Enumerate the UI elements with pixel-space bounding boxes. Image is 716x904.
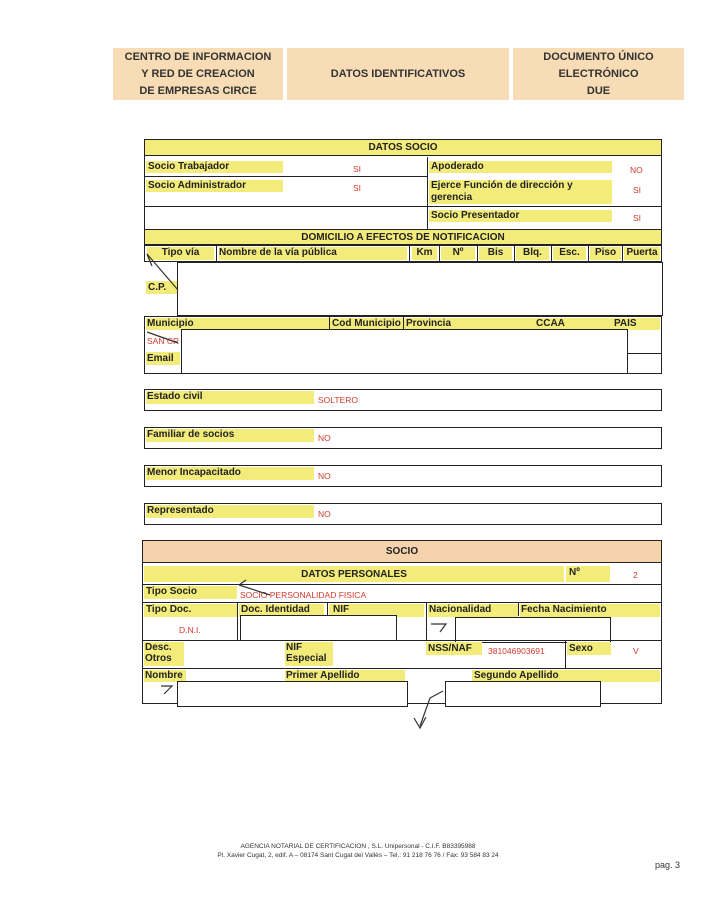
col-bis: Bis bbox=[479, 247, 512, 260]
municipio-value: SAN CR bbox=[147, 336, 180, 346]
nif-especial-label: NIF bbox=[286, 642, 303, 653]
email-label: Email bbox=[147, 353, 174, 364]
footer-line1: AGENCIA NOTARIAL DE CERTIFICACION , S.L. Unipersonal - C.I.F. B83395988 bbox=[240, 843, 476, 850]
socio-trabajador-value: SI bbox=[353, 164, 362, 174]
numero-value: 2 bbox=[633, 570, 638, 580]
sexo-value: V bbox=[633, 646, 639, 656]
cod-municipio-label: Cod Municipio bbox=[332, 318, 401, 329]
nss-naf-value: 381046903691 bbox=[488, 646, 545, 656]
primer-apellido-label: Primer Apellido bbox=[286, 670, 360, 681]
header-right-line1: DOCUMENTO ÚNICO bbox=[543, 50, 654, 63]
header-middle-text: DATOS IDENTIFICATIVOS bbox=[330, 67, 466, 80]
especial-label: Especial bbox=[286, 653, 327, 664]
numero-label: Nº bbox=[569, 567, 580, 578]
representado-value: NO bbox=[318, 509, 331, 519]
col-tipo-via: Tipo vía bbox=[147, 247, 214, 260]
menor-label: Menor Incapacitado bbox=[147, 467, 241, 478]
pen-stroke bbox=[239, 585, 270, 595]
tipo-doc-label: Tipo Doc. bbox=[146, 604, 192, 615]
socio-title-text: SOCIO bbox=[385, 546, 419, 557]
desc-label: Desc. bbox=[145, 642, 172, 653]
ccaa-label: CCAA bbox=[536, 318, 565, 329]
ejerce-value: SI bbox=[633, 185, 642, 195]
header-left-line2: Y RED DE CREACION bbox=[141, 67, 255, 80]
cp-label: C.P. bbox=[148, 282, 167, 293]
apoderado-value: NO bbox=[630, 165, 643, 175]
header-right-line3: DUE bbox=[586, 84, 611, 97]
datos-personales-text: DATOS PERSONALES bbox=[301, 568, 407, 580]
header-left-line1: CENTRO DE INFORMACION bbox=[124, 50, 272, 63]
gerencia-label: gerencia bbox=[431, 192, 473, 203]
col-numero: Nº bbox=[441, 247, 475, 260]
pen-stroke bbox=[239, 580, 246, 585]
socio-presentador-label: Socio Presentador bbox=[431, 210, 520, 221]
familiar-value: NO bbox=[318, 433, 331, 443]
col-nombre-via: Nombre de la vía pública bbox=[219, 247, 407, 260]
pen-stroke bbox=[161, 686, 172, 694]
col-blq: Blq. bbox=[516, 247, 549, 260]
socio-administrador-value: SI bbox=[353, 183, 362, 193]
header-left-line3: DE EMPRESAS CIRCE bbox=[139, 84, 257, 97]
col-puerta: Puerta bbox=[624, 247, 660, 260]
col-piso: Piso bbox=[590, 247, 621, 260]
socio-presentador-value: SI bbox=[633, 213, 642, 223]
col-esc: Esc. bbox=[553, 247, 586, 260]
header-right-line2: ELECTRÓNICO bbox=[558, 67, 639, 80]
municipio-label: Municipio bbox=[147, 318, 194, 329]
ejerce-label: Ejerce Función de dirección y bbox=[431, 180, 573, 191]
nss-naf-label: NSS/NAF bbox=[428, 643, 472, 654]
page-number: pag. 3 bbox=[655, 860, 681, 870]
familiar-label: Familiar de socios bbox=[147, 429, 235, 440]
otros-label: Otros bbox=[145, 653, 172, 664]
tipo-socio-value: SOCIO PERSONALIDAD FISICA bbox=[240, 590, 367, 600]
estado-civil-label: Estado civil bbox=[147, 391, 203, 402]
nacionalidad-label: Nacionalidad bbox=[429, 604, 492, 615]
pen-stroke bbox=[431, 624, 446, 632]
representado-label: Representado bbox=[147, 505, 214, 516]
pen-stroke bbox=[147, 254, 152, 266]
pen-stroke bbox=[147, 332, 178, 343]
estado-civil-value: SOLTERO bbox=[318, 395, 358, 405]
menor-value: NO bbox=[318, 471, 331, 481]
provincia-label: Provincia bbox=[406, 318, 452, 329]
pen-stroke bbox=[147, 254, 178, 290]
segundo-apellido-label: Segundo Apellido bbox=[474, 670, 559, 681]
footer-line2: Pl. Xavier Cugat, 2, edif. A – 08174 Sant Cugat del Vallès – Tel.: 91 218 76 76 / Fax: 93 584 83 24 bbox=[217, 852, 499, 859]
domicilio-title-text: DOMICILIO A EFECTOS DE NOTIFICACION bbox=[301, 231, 505, 243]
nombre-label: Nombre bbox=[145, 670, 183, 681]
pais-label: PAIS bbox=[614, 318, 637, 329]
socio-administrador-label: Socio Administrador bbox=[148, 180, 246, 191]
col-km: Km bbox=[412, 247, 437, 260]
tipo-doc-value: D.N.I. bbox=[179, 625, 201, 635]
socio-trabajador-label: Socio Trabajador bbox=[148, 161, 230, 172]
fecha-nacimiento-label: Fecha Nacimiento bbox=[521, 604, 607, 615]
sexo-label: Sexo bbox=[569, 643, 593, 654]
apoderado-label: Apoderado bbox=[431, 161, 484, 172]
doc-identidad-label: Doc. Identidad bbox=[241, 604, 310, 615]
datos-socio-title-text: DATOS SOCIO bbox=[368, 142, 438, 153]
tipo-socio-label: Tipo Socio bbox=[146, 586, 197, 597]
nif-label: NIF bbox=[333, 604, 350, 615]
pen-stroke bbox=[414, 717, 426, 728]
